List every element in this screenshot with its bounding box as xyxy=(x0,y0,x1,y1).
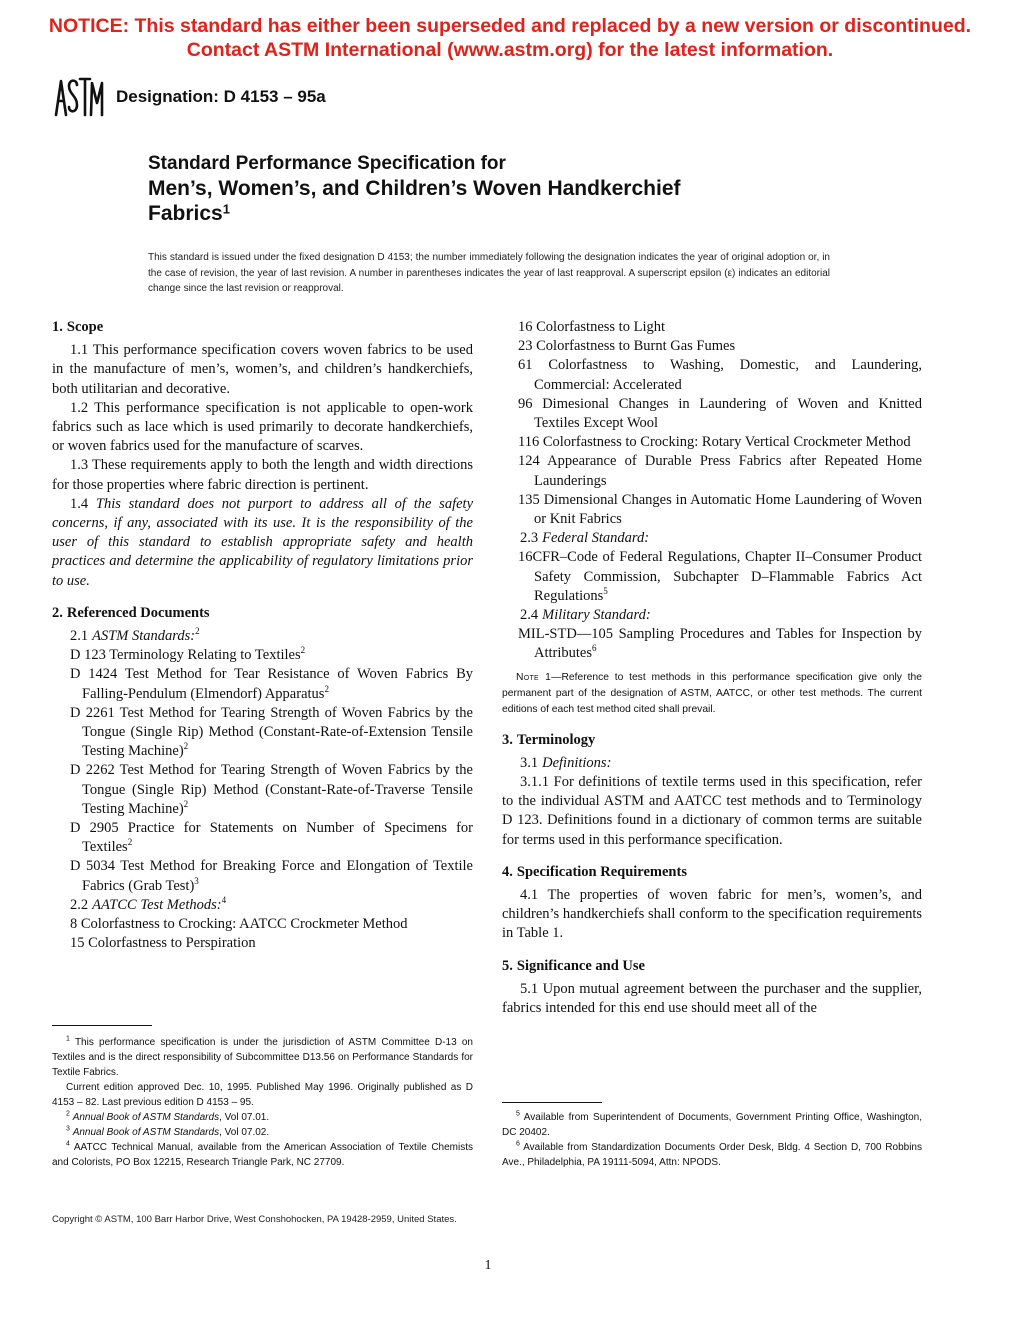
aatcc-methods-list-continued xyxy=(502,318,922,529)
astm-standard-item xyxy=(52,761,473,819)
subsection-number: 2.2 xyxy=(70,896,89,913)
footnote-rule-left xyxy=(52,1025,152,1026)
aatcc-item: 135 Dimensional Changes in Automatic Home Laundering of Woven or Knit Fabrics xyxy=(518,491,922,528)
note-1 xyxy=(502,670,922,718)
designation: Designation: D 4153 – 95a xyxy=(116,87,326,106)
footnote-3 xyxy=(52,1125,473,1140)
terminology-paragraph-3-1-1: 3.1.1 For definitions of textile terms used in this specification, refer to the individual ASTM and AATCC test methods and to Terminology D 123. Definitions found in a dictionary of common terms are suitable for terms used in this performance specification. xyxy=(502,774,922,848)
footnote-text: Available from Superintendent of Documents, Government Printing Office, Washington, DC 20402. xyxy=(502,1112,923,1138)
subsection-label: ASTM Standards: xyxy=(92,628,196,645)
footnote-text: This performance specification is under the jurisdiction of ASTM Committee D-13 on Textiles and is the direct responsibility of Subcommittee D13.56 on Performance Standards for Textile Fabrics. xyxy=(52,1037,473,1078)
section-number: 2. xyxy=(52,604,63,621)
aatcc-item: 124 Appearance of Durable Press Fabrics after Repeated Home Launderings xyxy=(518,453,922,489)
section-title: Terminology xyxy=(516,731,596,748)
subsection-astm-standards xyxy=(52,627,473,646)
section-number: 5. xyxy=(502,957,513,974)
section-number: 3. xyxy=(502,731,513,748)
paragraph-text: This standard does not purport to address all of the safety concerns, if any, associated with its use. It is the responsibility of the user of this standard to establish appropriate safety and health practices and determine the applicability of regulatory limitations prior to use. xyxy=(52,495,474,589)
astm-standard-item xyxy=(52,646,473,665)
section-title: Scope xyxy=(66,319,104,335)
subsection-aatcc-methods xyxy=(52,896,473,915)
astm-standard-item xyxy=(52,665,473,703)
footnote-mark: 6 xyxy=(592,643,597,654)
reference-text: D 2905 Practice for Statements on Number of Specimens for Textiles xyxy=(70,820,473,856)
aatcc-item: 23 Colorfastness to Burnt Gas Fumes xyxy=(518,338,736,355)
footnote-6 xyxy=(502,1140,922,1170)
scope-paragraph-1-4 xyxy=(52,495,473,591)
footnote-mark: 4 xyxy=(221,895,227,906)
issuance-statement: This standard is issued under the fixed designation D 4153; the number immediately following the designation indicates the year of original adoption or, in the case of revision, the year of last revision. A number in parentheses indicates the year of last reapproval. A superscript epsilon (ε) indicates an editorial change since the last revision or reapproval. xyxy=(148,252,830,294)
footnote-mark: 2 xyxy=(183,799,189,810)
footnote-volume: , Vol 07.01. xyxy=(219,1112,270,1123)
footnote-mark: 2 xyxy=(183,741,189,752)
notice-line-1: NOTICE: This standard has either been superseded and replaced by a new version or discontinued. xyxy=(48,15,972,37)
aatcc-item: 8 Colorfastness to Crocking: AATCC Crockmeter Method xyxy=(70,916,408,933)
section-heading-terminology xyxy=(502,731,922,750)
astm-logo-icon xyxy=(52,73,104,121)
aatcc-item: 96 Dimesional Changes in Laundering of Woven and Knitted Textiles Except Wool xyxy=(518,395,922,432)
page-number: 1 xyxy=(484,1258,492,1273)
notice-line-2: Contact ASTM International (www.astm.org) for the latest information. xyxy=(186,39,834,61)
reference-text: 16CFR–Code of Federal Regulations, Chapter II–Consumer Product Safety Commission, Subchapter D–Flammable Fabrics Act Regulations xyxy=(518,549,922,604)
subsection-number: 2.3 xyxy=(520,530,539,547)
subsection-label: Definitions: xyxy=(542,754,612,771)
superseded-notice xyxy=(0,14,1020,62)
footnote-volume: , Vol 07.02. xyxy=(219,1127,270,1138)
section-title: Specification Requirements xyxy=(516,863,687,880)
right-column xyxy=(502,318,922,1018)
footnote-book: Annual Book of ASTM Standards xyxy=(72,1127,220,1138)
section-heading-significance xyxy=(502,957,922,976)
footnotes-left xyxy=(52,1035,473,1170)
aatcc-item: 61 Colorfastness to Washing, Domestic, and Laundering, Commercial: Accelerated xyxy=(518,357,922,393)
section-number: 4. xyxy=(502,863,513,880)
subsection-number: 2.4 xyxy=(520,607,539,624)
reference-text: D 5034 Test Method for Breaking Force and Elongation of Textile Fabrics (Grab Test) xyxy=(70,858,473,894)
title-line-3: Fabrics xyxy=(148,202,223,225)
section-heading-referenced-documents xyxy=(52,604,473,623)
subsection-label: Federal Standard: xyxy=(542,530,650,547)
section-number: 1. xyxy=(52,319,63,335)
section-title: Significance and Use xyxy=(516,957,645,974)
subsection-definitions xyxy=(502,754,922,773)
astm-standard-item xyxy=(52,857,473,895)
title-line-1: Standard Performance Specification for xyxy=(148,153,506,174)
footnote-mark: 5 xyxy=(603,586,608,597)
military-standard-item xyxy=(502,625,922,663)
scope-paragraph-1-1: 1.1 This performance specification covers woven fabrics to be used in the manufacture of men’s, women’s, and children’s handkerchiefs, both utilitarian and decorative. xyxy=(52,342,473,397)
spec-paragraph-4-1: 4.1 The properties of woven fabric for men’s, women’s, and children’s handkerchiefs shall conform to the specification requirements in Table 1. xyxy=(502,887,922,942)
footnote-mark: 2 xyxy=(127,837,133,848)
section-heading-specification-requirements xyxy=(502,863,922,882)
subsection-military-standard xyxy=(502,606,922,625)
subsection-federal-standard xyxy=(502,529,922,548)
footnote-1 xyxy=(52,1035,473,1080)
footnote-mark: 5 xyxy=(516,1110,520,1118)
document-title xyxy=(148,152,868,226)
footnote-rule-right xyxy=(502,1102,602,1103)
footnote-mark: 3 xyxy=(66,1125,70,1133)
footnote-mark: 2 xyxy=(66,1110,70,1118)
astm-standard-item xyxy=(52,704,473,762)
aatcc-item: 116 Colorfastness to Crocking: Rotary Vertical Crockmeter Method xyxy=(518,434,911,451)
significance-paragraph-5-1: 5.1 Upon mutual agreement between the purchaser and the supplier, fabrics intended for this end use should meet all of the xyxy=(502,980,922,1017)
footnote-mark: 2 xyxy=(324,683,329,694)
scope-paragraph-1-3: 1.3 These requirements apply to both the length and width directions for those properties where fabric direction is pertinent. xyxy=(52,457,473,493)
subsection-label: AATCC Test Methods: xyxy=(92,896,222,913)
designation-row xyxy=(52,72,326,122)
footnote-5 xyxy=(502,1110,922,1140)
reference-text: D 2262 Test Method for Tearing Strength of Woven Fabrics by the Tongue (Single Rip) Method (Constant-Rate-of-Traverse Tensile Testing Machine) xyxy=(70,762,473,817)
subsection-label: Military Standard: xyxy=(542,607,651,624)
footnote-2 xyxy=(52,1110,473,1125)
paragraph-number: 1.4 xyxy=(70,495,89,512)
section-title: Referenced Documents xyxy=(66,604,210,621)
note-text: —Reference to test methods in this performance specification give only the permanent part of the designation of ASTM, AATCC, or other test methods. The current editions of each test method cited shall prevail. xyxy=(502,671,922,715)
footnote-text: AATCC Technical Manual, available from the American Association of Textile Chemists and Colorists, PO Box 12215, Research Triangle Park, NC 27709. xyxy=(52,1142,474,1168)
aatcc-item: 16 Colorfastness to Light xyxy=(518,319,666,335)
copyright-line: Copyright © ASTM, 100 Barr Harbor Drive, West Conshohocken, PA 19428-2959, United States. xyxy=(52,1214,457,1225)
subsection-number: 3.1 xyxy=(520,754,539,771)
footnote-4 xyxy=(52,1140,473,1170)
footnote-mark: 2 xyxy=(300,645,306,656)
reference-text: MIL-STD—105 Sampling Procedures and Tables for Inspection by Attributes xyxy=(518,626,922,662)
section-heading-scope xyxy=(52,318,473,337)
left-column xyxy=(52,318,473,954)
note-label: Note 1 xyxy=(516,671,552,683)
footnote-mark: 6 xyxy=(516,1140,520,1148)
title-footnote-mark: 1 xyxy=(222,201,230,217)
reference-text: D 1424 Test Method for Tear Resistance of Woven Fabrics By Falling-Pendulum (Elmendorf) Apparatus xyxy=(70,666,473,702)
footnote-text: Available from Standardization Documents Order Desk, Bldg. 4 Section D, 700 Robbins Ave., Philadelphia, PA 19111-5094, Attn: NPODS. xyxy=(502,1142,922,1168)
astm-standard-item xyxy=(52,819,473,857)
footnote-1-edition: Current edition approved Dec. 10, 1995. Published May 1996. Originally published as D 4153 – 82. Last previous edition D 4153 – 95. xyxy=(52,1082,473,1108)
aatcc-item: 15 Colorfastness to Perspiration xyxy=(70,935,256,952)
footnote-book: Annual Book of ASTM Standards xyxy=(72,1112,220,1123)
footnotes-right xyxy=(502,1110,922,1170)
footnote-mark: 1 xyxy=(66,1035,70,1043)
scope-paragraph-1-2: 1.2 This performance specification is not applicable to open-work fabrics such as lace which is used primarily to decorate handkerchiefs, or woven fabrics used for the manufacture of scarves. xyxy=(52,399,473,455)
title-line-2: Men’s, Women’s, and Children’s Woven Handkerchief xyxy=(148,177,681,200)
footnote-mark: 3 xyxy=(194,875,199,886)
astm-standards-list xyxy=(52,646,473,896)
reference-text: D 123 Terminology Relating to Textiles xyxy=(70,647,301,664)
footnote-mark: 2 xyxy=(195,626,200,637)
footnote-mark: 4 xyxy=(66,1140,70,1148)
federal-standard-item xyxy=(502,548,922,606)
reference-text: D 2261 Test Method for Tearing Strength of Woven Fabrics by the Tongue (Single Rip) Method (Constant-Rate-of-Extension Tensile Testing Machine) xyxy=(70,704,473,760)
subsection-number: 2.1 xyxy=(70,628,89,645)
